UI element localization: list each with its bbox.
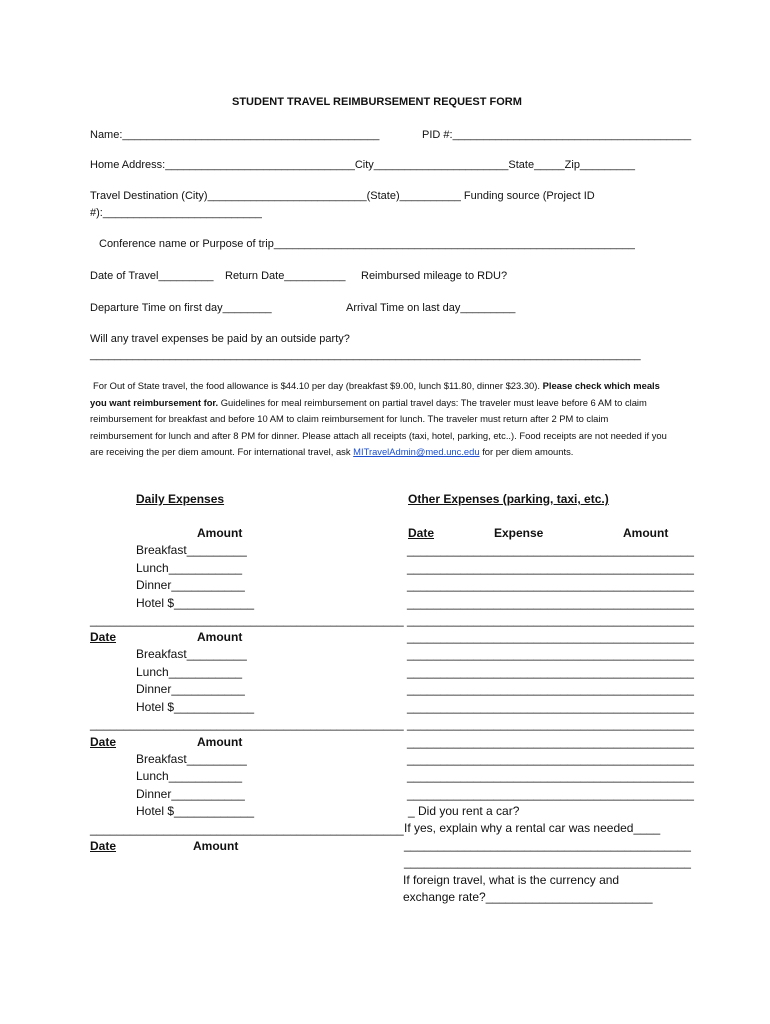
amount-label: Amount [197,630,243,644]
policy-text-1: For Out of State travel, the food allowance is $44.10 per day (breakfast $9.00, lunch $11.80, dinner $23.30). [93,380,540,391]
conference-purpose-field[interactable]: Conference name or Purpose of trip___________________________________________________________ [99,238,635,250]
policy-paragraph [90,378,670,461]
amount-label: Amount [197,735,243,749]
exchange-rate-field[interactable]: exchange rate?_________________________ [403,890,653,904]
lunch-field[interactable]: Lunch___________ [136,665,243,679]
other-expense-line[interactable]: ___________________________________________ [407,543,694,557]
project-id-field[interactable]: #):__________________________ [90,207,262,219]
other-expense-line[interactable]: ___________________________________________ [407,700,694,714]
date-of-travel-field[interactable]: Date of Travel_________ [90,270,214,282]
lunch-field[interactable]: Lunch___________ [136,561,243,575]
mileage-question: Reimbursed mileage to RDU? [361,270,508,282]
rental-car-explain-field[interactable]: If yes, explain why a rental car was needed____ [404,821,661,835]
rental-car-explain-line[interactable]: ___________________________________________ [404,838,691,852]
dinner-field[interactable]: Dinner___________ [136,682,245,696]
name-field[interactable]: Name:__________________________________________ [90,129,380,141]
date-label: Date [90,839,117,853]
departure-time-field[interactable]: Departure Time on first day________ [90,302,272,314]
other-expense-line[interactable]: ___________________________________________ [407,596,694,610]
other-expense-line[interactable]: ___________________________________________ [407,613,694,627]
day-separator: _______________________________________________ [90,613,404,627]
dinner-field[interactable]: Dinner___________ [136,578,245,592]
travel-destination-field[interactable]: Travel Destination (City)__________________________(State)__________ Funding source (Project ID [90,190,595,202]
other-expense-line[interactable]: ___________________________________________ [407,665,694,679]
hotel-field[interactable]: Hotel $____________ [136,804,255,818]
col-expense-label: Expense [494,526,544,540]
other-expense-line[interactable]: ___________________________________________ [407,735,694,749]
col-date-label: Date [408,526,435,540]
policy-text-3: for per diem amounts. [482,446,574,457]
pid-field[interactable]: PID #:_______________________________________ [422,129,692,141]
daily-expenses-heading: Daily Expenses [136,492,225,506]
lunch-field[interactable]: Lunch___________ [136,769,243,783]
other-expense-line[interactable]: ___________________________________________ [407,787,694,801]
breakfast-field[interactable]: Breakfast_________ [136,752,247,766]
other-expense-line[interactable]: ___________________________________________ [407,647,694,661]
other-expense-line[interactable]: ___________________________________________ [407,578,694,592]
rental-car-question[interactable]: _ Did you rent a car? [408,804,520,818]
breakfast-field[interactable]: Breakfast_________ [136,543,247,557]
policy-bold-note: Please check which meals you want reimbursement for. [90,380,660,408]
col-amount-label: Amount [623,526,669,540]
breakfast-field[interactable]: Breakfast_________ [136,647,247,661]
arrival-time-field[interactable]: Arrival Time on last day_________ [346,302,516,314]
rental-car-explain-line[interactable]: ___________________________________________ [404,855,691,869]
policy-text-2: Guidelines for meal reimbursement on partial travel days: The traveler must leave before 6 AM to claim reimbursement for breakfast and before 10 AM to claim reimbursement for lunch. The traveler must return after 2 PM to claim reimbursement for lunch and after 8 PM for dinner. Please attach all receipts (taxi, hotel, parking, etc..). Food receipts are not needed if you are receiving the per diem amount. For international travel, ask [90,396,667,457]
other-expense-line[interactable]: ___________________________________________ [407,682,694,696]
home-address-field[interactable]: Home Address:_______________________________City______________________State_____Zip_________ [90,159,635,171]
hotel-field[interactable]: Hotel $____________ [136,700,255,714]
date-label: Date [90,735,117,749]
form-title: STUDENT TRAVEL REIMBURSEMENT REQUEST FORM [232,96,522,108]
amount-label: Amount [197,526,243,540]
foreign-travel-question: If foreign travel, what is the currency and [403,873,620,887]
day-separator: _______________________________________________ [90,822,404,836]
outside-party-field[interactable]: __________________________________________________________________________________________ [90,349,641,361]
other-expense-line[interactable]: ___________________________________________ [407,717,694,731]
return-date-field[interactable]: Return Date__________ [225,270,346,282]
date-label: Date [90,630,117,644]
hotel-field[interactable]: Hotel $____________ [136,596,255,610]
other-expense-line[interactable]: ___________________________________________ [407,630,694,644]
admin-email-link[interactable]: MITravelAdmin@med.unc.edu [353,446,480,457]
outside-party-question: Will any travel expenses be paid by an outside party? [90,333,350,345]
other-expense-line[interactable]: ___________________________________________ [407,752,694,766]
dinner-field[interactable]: Dinner___________ [136,787,245,801]
amount-label: Amount [193,839,239,853]
day-separator: _______________________________________________ [90,717,404,731]
other-expense-line[interactable]: ___________________________________________ [407,769,694,783]
other-expense-line[interactable]: ___________________________________________ [407,561,694,575]
other-expenses-heading: Other Expenses (parking, taxi, etc.) [408,492,609,506]
